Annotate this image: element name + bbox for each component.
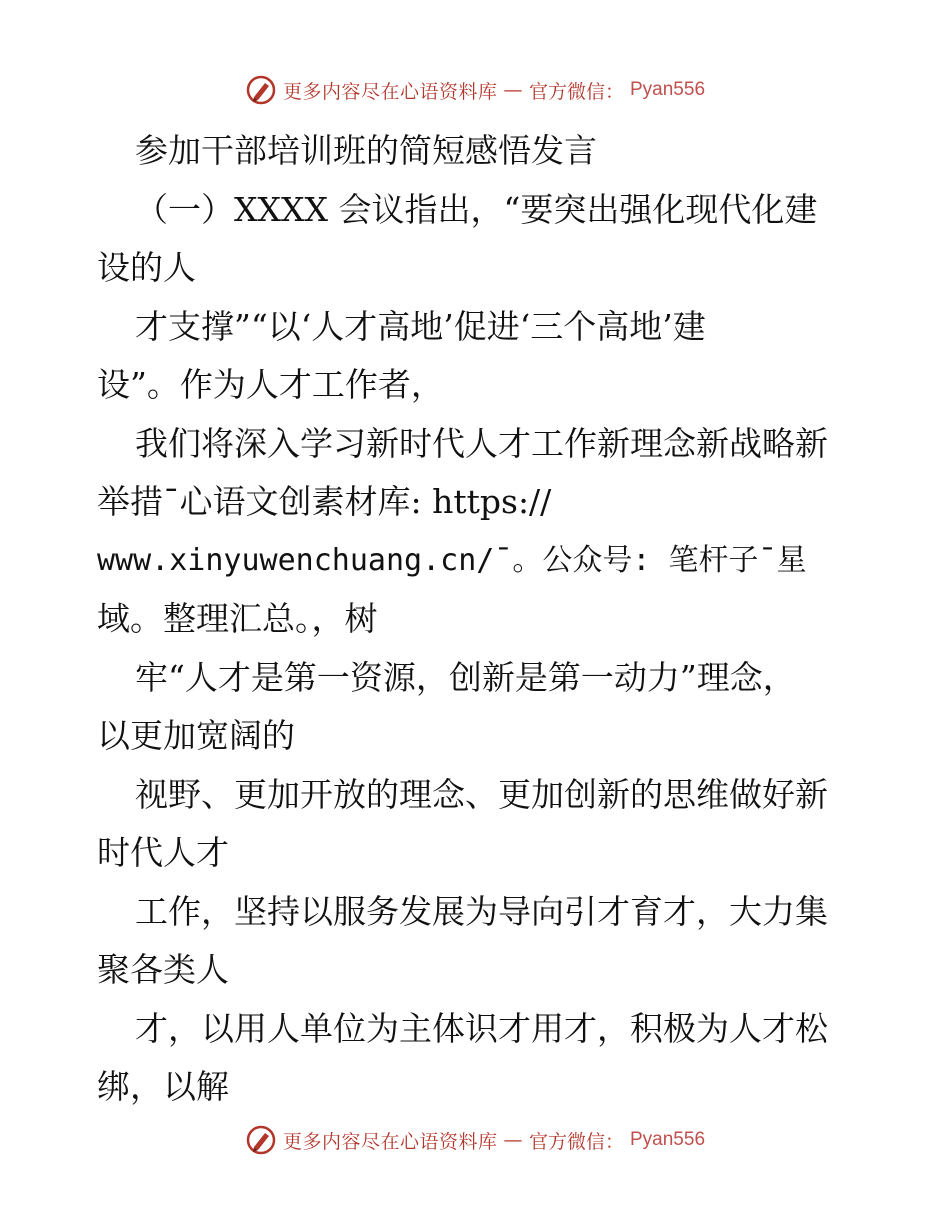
paragraph-line: 域。整理汇总。，树: [97, 599, 378, 638]
pen-nib-logo-icon: [245, 1124, 277, 1156]
paragraph-line: 以更加宽阔的: [97, 716, 295, 755]
header-wechat-id: Pyan556: [630, 79, 706, 100]
paragraph-line: 设”。作为人才工作者，: [97, 365, 444, 404]
document-body: [97, 122, 857, 1117]
footer-wechat-id: Pyan556: [630, 1129, 706, 1150]
footer-wechat-label: 官方微信：: [528, 1130, 624, 1153]
document-title: 参加干部培训班的简短感悟发言: [135, 131, 597, 170]
paragraph-line: 聚各类人: [97, 950, 229, 989]
header-banner-text: 更多内容尽在心语资料库: [282, 80, 498, 103]
paragraph-line: 才支撑”“以‘人才高地’促进‘三个高地’建: [135, 306, 706, 346]
header-wechat-label: 官方微信：: [528, 80, 624, 103]
footer-banner-text: 更多内容尽在心语资料库: [282, 1130, 498, 1153]
header-banner: [0, 70, 950, 110]
footer-banner-separator: —: [503, 1129, 523, 1151]
paragraph-line: 我们将深入学习新时代人才工作新理念新战略新: [135, 423, 828, 463]
header-banner-separator: —: [503, 79, 523, 101]
footer-banner: [0, 1120, 950, 1160]
paragraph-line: 才，以用人单位为主体识才用才，积极为人才松: [135, 1008, 828, 1048]
paragraph-line: 设的人: [97, 248, 196, 287]
pen-nib-logo-icon: [245, 74, 277, 106]
paragraph-line: 绑，以解: [97, 1067, 229, 1106]
paragraph-line: 视野、更加开放的理念、更加创新的思维做好新: [135, 774, 828, 814]
paragraph-line: （一）XXXX 会议指出，“要突出强化现代化建: [135, 189, 818, 229]
paragraph-line: 牢“人才是第一资源，创新是第一动力”理念，: [135, 657, 796, 697]
paragraph-line: 举措¯心语文创素材库: https://: [97, 482, 552, 521]
paragraph-line: 工作，坚持以服务发展为导向引才育才，大力集: [135, 891, 828, 931]
paragraph-line: 时代人才: [97, 833, 229, 872]
paragraph-line: www.xinyuwenchuang.cn/¯。公众号: 笔杆子¯星: [97, 542, 807, 578]
